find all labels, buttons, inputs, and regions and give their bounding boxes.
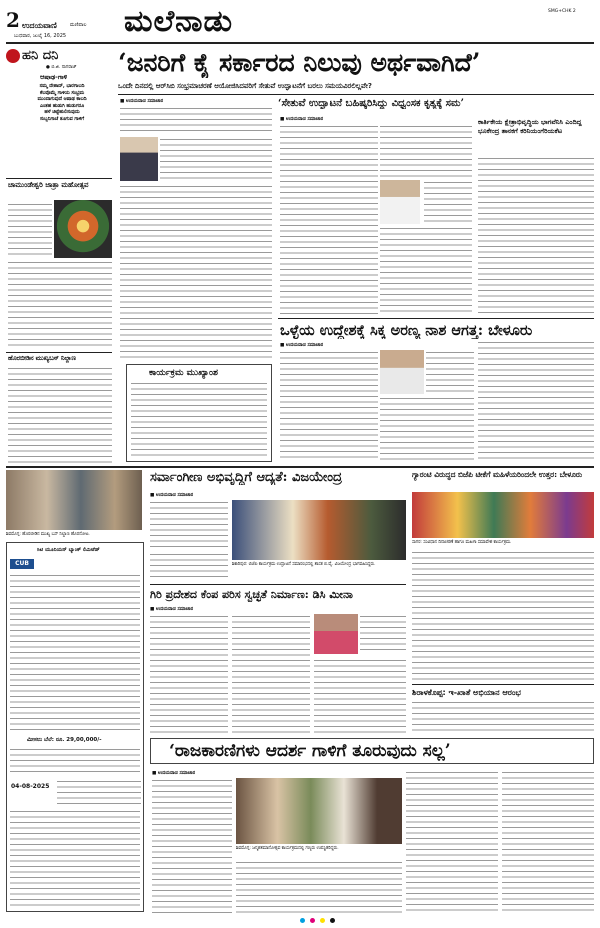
divider — [150, 584, 406, 585]
registration-dot — [310, 918, 315, 923]
olleya-text-3 — [380, 396, 474, 462]
divider — [412, 684, 594, 685]
issue-date: ಬುಧವಾರ, ಜುಲೈ 16, 2025 — [14, 33, 67, 39]
setuve-portrait — [380, 180, 420, 224]
bank-ad-text-1 — [10, 573, 140, 733]
bank-ad-date: 04-08-2025 — [11, 783, 50, 790]
setuve-text-2 — [380, 124, 472, 178]
karthikeya-headline: ಕಾರ್ತಿಕೇಯ ಕ್ಷೇತ್ರಾಭಿವೃದ್ಧಿಯ ಭಾಗವೆನಿಸಿ ಎಂದಿದ್ದ ಭೂಕೇಂದ್ರ ತಾನಕಗೆ ಕರಿನಿಯಂಗೆರಿಯಕೆಟ — [478, 118, 582, 135]
karyakrama-heading: ಕಾರ್ಯಕ್ರಮ ಮುಖ್ಯಾಂಶ — [149, 368, 218, 378]
poem-line: ಮುಂದಾಗುವುದೆ ಆಷಾಢ ಕಾಲದಿ — [37, 97, 87, 103]
sarvangina-caption: ಶಿಕಾರಿಪುರ: ಬಿಜೆಪಿ ಕಾರ್ಯಕ್ರಮ ಉದ್ಘಾಟನೆ ಸಮಾರಂಭದಲ್ಲಿ ಶಾಸಕ ಬಿ.ವೈ. ವಿಜಯೇಂದ್ರ ಭಾಗವಹಿಸಿದ್ದರು. — [232, 562, 376, 567]
bank-ad-text-3 — [57, 779, 141, 805]
rajakarana-caption: ಶಿವಮೊಗ್ಗ: ಜನ್ಮಶತಮಾನೋತ್ಸವ ಕಾರ್ಯಕ್ರಮದಲ್ಲಿ ಗಣ್ಯರು ಉಪಸ್ಥಿತರಿದ್ದರು. — [236, 846, 339, 851]
registration-dot — [300, 918, 305, 923]
bus-stand-caption: ಶಿವಮೊಗ್ಗ: ಹೊರಬೀಡಿನ ಮುಖ್ಯ ಬಸ್ ನಿಲ್ದಾಣ ಹೊರನೋಟ. — [6, 532, 90, 537]
olleya-portrait — [380, 350, 424, 394]
setuve-byline: ■ ಉದಯವಾಣಿ ಸಮಾಚಾರ — [280, 117, 324, 122]
giri-byline: ■ ಉದಯವಾಣಿ ಸಮಾಚಾರ — [150, 607, 194, 612]
sarvangina-photo — [232, 500, 406, 560]
paper-name: ಉದಯವಾಣಿ — [22, 21, 57, 30]
e-khata-text — [412, 700, 594, 734]
rajakarana-text-1 — [152, 778, 232, 914]
sarvangina-text-1 — [150, 500, 228, 550]
giri-text-1 — [150, 614, 228, 734]
section-title: ಮಲೆನಾಡು — [124, 4, 234, 39]
poem-line: ಎಂತಹ ಹುಡುಗಿ ಹುಡುಗರೂ — [39, 103, 85, 109]
page-code: SMG+CHK 2 — [548, 9, 576, 14]
sarvangina-text-2 — [150, 552, 228, 580]
cub-logo: CUB — [10, 559, 34, 569]
honi-dani-logo — [6, 48, 58, 63]
bank-name: ಸಿಟಿ ಯೂನಿಯನ್ ಬ್ಯಾಂಕ್ ಲಿಮಿಟೆಡ್ — [37, 547, 100, 553]
registration-dot — [330, 918, 335, 923]
rajakarana-text-2 — [236, 860, 402, 914]
honi-dani-author: ● ಬಿ.ಜಿ. ನಾಗರಾಜ್ — [46, 65, 77, 70]
setuve-text-4 — [380, 226, 472, 314]
honi-dani-box — [6, 46, 112, 176]
main-byline: ■ ಉದಯವಾಣಿ ಸಮಾಚಾರ — [120, 99, 164, 104]
e-khata-headline: ಶಿರಾಳಕೊಪ್ಪ: ಇ-ಖಾತೆ ಅಭಿಯಾನ ಆರಂಭ — [412, 688, 521, 697]
rajakarana-headline-box — [150, 738, 594, 764]
olleya-headline: ಒಳ್ಳೆಯ ಉದ್ದೇಶಕ್ಕೆ ಸಿಕ್ಕ ಅರಣ್ಯ ನಾಶ ಆಗತ್ತ: ಬೇಳೂರು — [280, 322, 533, 339]
giri-text-3 — [360, 614, 406, 654]
registration-marks — [300, 918, 335, 923]
main-text-3 — [120, 184, 272, 362]
graduates-text — [412, 550, 594, 680]
registration-dot — [320, 918, 325, 923]
graduates-photo — [412, 492, 594, 538]
main-subhead: ಒಂದೇ ದಿನದಲ್ಲಿ ಆರ್‌ಸಿಬಿ ಸಂಭ್ರಮಾಚರಣೆ ಆಯೋಜಿಸಿದವರಿಗೆ ಸೇತುವೆ ಉದ್ಘಾಟನೆಗೆ ಬರಲು ಸಮಯವಿರಲಿಲ್ಲವೇ? — [118, 82, 372, 90]
chamundeshwari-photo — [54, 200, 112, 258]
graduates-caption: ಸಾಗರ: ಸಂವಿಧಾನ ದಿನಾಚರಣೆ ಹಾಗೂ ಮಹಿಳಾ ಸಮಾವೇಶ ಕಾರ್ಯಕ್ರಮ. — [412, 540, 512, 545]
honi-dani-heading: ಆಷಾಢ-ಗಾಳಿ — [40, 73, 68, 81]
bank-reserve-price: ಮೀಸಲು ಬೆಲೆ: ರೂ. 29,00,000/- — [27, 737, 102, 743]
honi-dani-title: ಹನಿ ದನಿ — [22, 48, 59, 63]
olleya-byline: ■ ಉದಯವಾಣಿ ಸಮಾಚಾರ — [280, 343, 324, 348]
karyakrama-text — [131, 381, 267, 457]
karthikeya-text — [478, 156, 594, 314]
rajakarana-photo — [236, 778, 402, 844]
poem-line: ಸುಬ್ಬನಿಗಾಚೆ ತೂಗುವ ಗಾಳಿಗೆ — [39, 116, 85, 122]
olleya-text-2 — [426, 350, 474, 394]
setuve-text-3 — [424, 180, 472, 224]
giri-headline: ಗಿರಿ ಪ್ರದೇಶದ ಕೆಂಪ ಪರಿಸ ಸ್ವಚ್ಛತೆ ನಿರ್ಮಾಣ: ಡಿಸಿ ಮೀನಾ — [150, 588, 353, 601]
poem-line: ಹಳೆ ಚಿಟ್ಟೆಹುಲಿಸುವುದು — [44, 110, 80, 116]
rajakarana-text-4 — [502, 770, 594, 914]
chamundeshwari-text — [8, 202, 52, 256]
bank-ad-text-4 — [10, 809, 140, 907]
giri-portrait — [314, 614, 358, 654]
main-headline: ‘ಜನರಿಗೆ ಕೈ ಸರ್ಕಾರದ ನಿಲುವು ಅರ್ಥವಾಗಿದೆ’ — [118, 48, 481, 77]
olleya-text-1 — [280, 350, 378, 462]
drop-icon — [6, 49, 20, 63]
divider — [6, 466, 594, 468]
horabeedu-text — [8, 366, 112, 464]
honi-dani-poem — [14, 84, 110, 124]
poem-line: ಕೆಲವೊಮ್ಮೆ ಗಾಳಿಯ ಸಂಭ್ರಮ — [39, 90, 85, 96]
giri-text-4 — [314, 658, 406, 734]
rajakarana-byline: ■ ಉದಯವಾಣಿ ಸಮಾಚಾರ — [152, 771, 196, 776]
main-portrait — [120, 137, 158, 181]
bus-stand-photo — [6, 470, 142, 530]
olleya-text-4 — [478, 340, 594, 462]
poem-line: ನಮ್ಮ ದೇಶಾದ್, ಭಾರಗಾಲದಿ — [39, 84, 85, 89]
bank-ad — [6, 542, 144, 912]
setuve-headline: ‘ಸೇತುವೆ ಉದ್ಘಾಟನೆ ಬಹಿಷ್ಕರಿಸಿದ್ದು ವಿಧ್ವಂಸಕ ಕೃತ್ಯಕ್ಕೆ ಸಮ’ — [278, 98, 464, 109]
chamundeshwari-body — [8, 260, 112, 348]
sarvangina-byline: ■ ಉದಯವಾಣಿ ಸಮಾಚಾರ — [150, 493, 194, 498]
divider — [6, 352, 112, 353]
main-text-2 — [160, 137, 272, 181]
chamundeshwari-headline: ಚಾಮುಂಡೇಶ್ವರಿ ಜಾತ್ರಾ ಮಹೋತ್ಸವ — [8, 181, 89, 189]
horabeedu-headline: ಹೊರಬೀಡಿನ ಮುಖ್ಯಬಸ್ ನಿಲ್ದಾಣ — [8, 355, 76, 362]
setuve-text-1 — [280, 124, 378, 314]
page-number: 2 — [6, 8, 20, 32]
edition-name: ಮಣಿಪಾಲ — [70, 22, 87, 28]
bank-ad-text-2 — [10, 747, 140, 775]
karyakrama-box — [126, 364, 272, 462]
sarvangina-headline: ಸರ್ವಾಂಗೀಣ ಅಭಿವೃದ್ಧಿಗೆ ಆದ್ಯತೆ: ವಿಜಯೇಂದ್ರ — [150, 470, 343, 485]
divider — [6, 178, 112, 179]
rajakarana-text-3 — [406, 770, 498, 914]
rajakarana-headline: ‘ರಾಜಕಾರಣಿಗಳು ಆದರ್ಶ ಗಾಳಿಗೆ ತೂರುವುದು ಸಲ್ಲ’ — [169, 741, 451, 761]
masthead-rule — [6, 42, 594, 44]
giri-text-2 — [232, 614, 310, 734]
main-text-1 — [120, 106, 272, 134]
divider — [118, 94, 594, 95]
graduates-headline: ಗ್ಯಾರಂಟಿ ವಿರುದ್ಧದ ಬಿಜೆಪಿ ಟೀಕೆಗೆ ಮಹಿಳೆಯರಿಂದಲೇ ಉತ್ತರ: ಬೇಳೂರು — [412, 470, 583, 479]
divider — [278, 318, 594, 319]
